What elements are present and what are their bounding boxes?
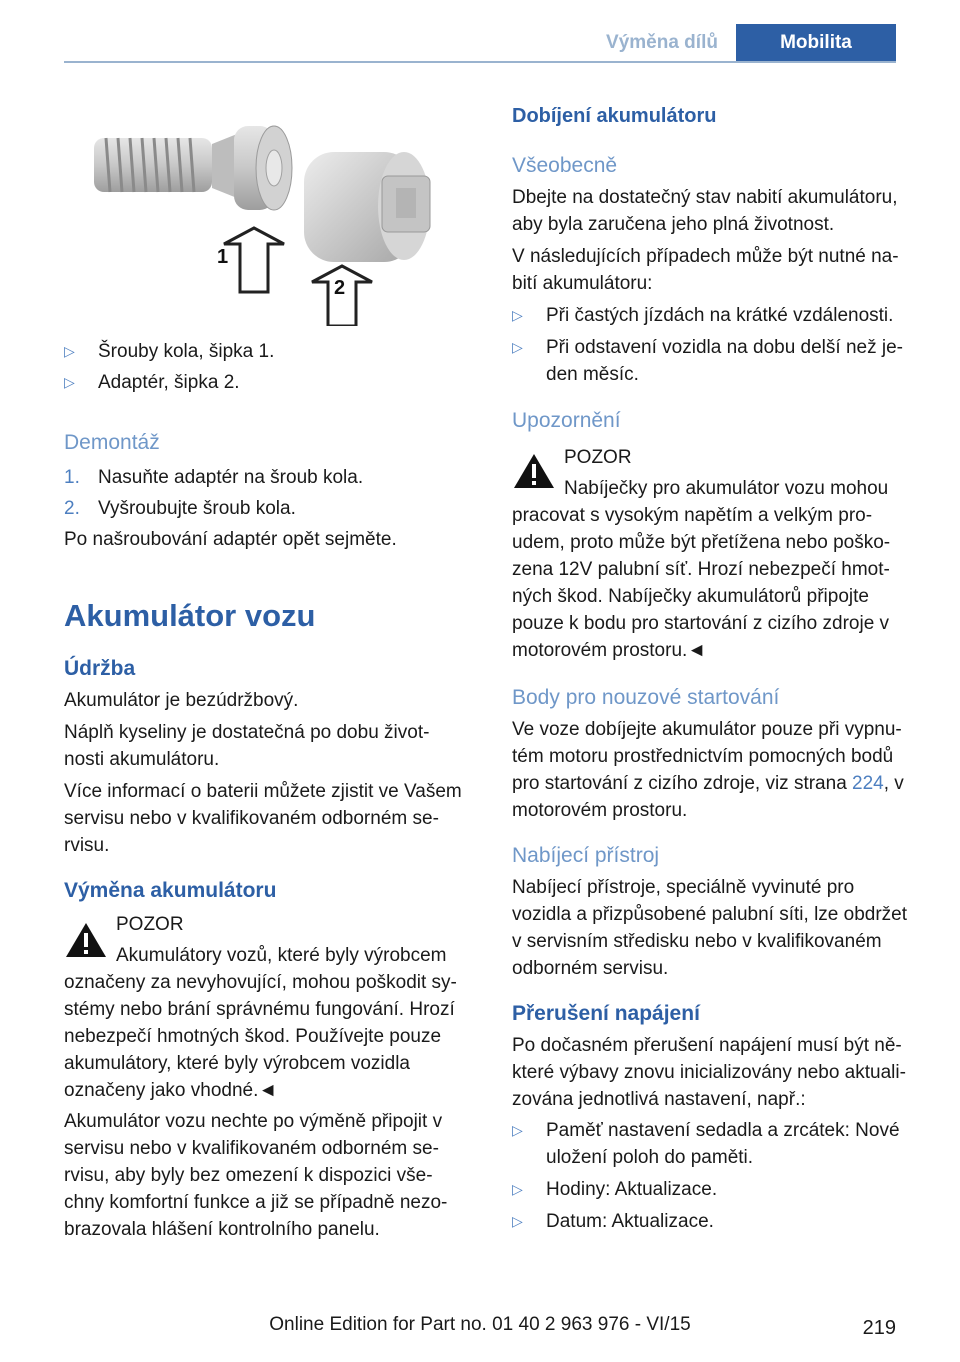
paragraph: Náplň kyseliny je dostatečná po dobu život- nosti akumulátoru. bbox=[64, 722, 430, 770]
heading-vymena: Výměna akumulátoru bbox=[64, 879, 277, 902]
left-column bbox=[64, 0, 484, 1240]
arrow-1-icon bbox=[224, 228, 284, 292]
list-item: ▷ Datum: Aktualizace. bbox=[512, 1208, 924, 1235]
right-column bbox=[512, 0, 924, 1232]
paragraph: Nabíjecí přístroje, speciálně vyvinuté pro vozidla a přizpůsobené palubní síti, lze obdržet v servisním středisku nebo v kvalifikovaném odborném servisu. bbox=[512, 877, 908, 979]
list-item: ▷ Při odstavení vozidla na dobu delší než je- den měsíc. bbox=[512, 334, 924, 388]
triangle-bullet-icon: ▷ bbox=[64, 343, 75, 359]
paragraph: Akumulátor je bezúdržbový. bbox=[64, 690, 299, 711]
figure-legend-list bbox=[64, 338, 484, 396]
list-item: ▷ Adaptér, šipka 2. bbox=[64, 369, 484, 396]
triangle-bullet-icon: ▷ bbox=[512, 307, 523, 323]
warning-triangle-icon bbox=[512, 452, 556, 490]
subheading-body: Body pro nouzové startování bbox=[512, 686, 780, 709]
warning-label: POZOR bbox=[564, 447, 632, 468]
heading-udrzba: Údržba bbox=[64, 657, 136, 680]
triangle-bullet-icon: ▷ bbox=[512, 1213, 523, 1229]
triangle-bullet-icon: ▷ bbox=[512, 1122, 523, 1138]
header-section-title: Výměna dílů bbox=[606, 32, 718, 53]
heading-preruseni: Přerušení napájení bbox=[512, 1002, 700, 1025]
list-item: ▷ Paměť nastavení sedadla a zrcátek: Nové uložení poloh do paměti. bbox=[512, 1117, 924, 1171]
warning-block: POZOR Akumulátory vozů, které byly výrobcem označeny za nevyhovující, mohou poškodit sy- stémy nebo brání správnému fungování. Hrozí nebezpečí hmotných škod. Používejte pouze akumulátory, které byly výrobcem vozidla označeny jako vhodné.◄ bbox=[64, 911, 484, 1104]
section-title-akumulator: Akumulátor vozu bbox=[64, 598, 316, 633]
triangle-bullet-icon: ▷ bbox=[64, 374, 75, 390]
conditions-list bbox=[512, 302, 924, 388]
triangle-bullet-icon: ▷ bbox=[512, 1181, 523, 1197]
arrow-1-label: 1 bbox=[217, 246, 229, 268]
paragraph: Ve voze dobíjejte akumulátor pouze při vypnu- tém motoru prostřednictvím pomocných bodů pro startování z cizího zdroje, viz strana 224, v motorovém prostoru. bbox=[512, 719, 904, 821]
subheading-upozorneni: Upozornění bbox=[512, 409, 621, 432]
header-chapter-tab[interactable]: Mobilita bbox=[736, 24, 896, 62]
page-number: 219 bbox=[862, 1317, 896, 1339]
settings-list bbox=[512, 1117, 924, 1235]
list-item: ▷ Hodiny: Aktualizace. bbox=[512, 1176, 924, 1203]
list-item: ▷ Šrouby kola, šipka 1. bbox=[64, 338, 484, 365]
list-item: ▷ Při častých jízdách na krátké vzdálenosti. bbox=[512, 302, 924, 329]
footer-edition: Online Edition for Part no. 01 40 2 963 976 - VI/15 bbox=[269, 1314, 691, 1335]
subheading-nabijeci: Nabíjecí přístroj bbox=[512, 844, 660, 867]
page-reference-link[interactable]: 224 bbox=[852, 773, 884, 794]
steps-list bbox=[64, 464, 484, 522]
heading-dobijeni: Dobíjení akumulátoru bbox=[512, 105, 717, 127]
subheading-vseobecne: Všeobecně bbox=[512, 154, 618, 177]
paragraph: Více informací o baterii můžete zjistit ve Vašem servisu nebo v kvalifikovaném odborném se- rvisu. bbox=[64, 781, 462, 856]
paragraph: Po dočasném přerušení napájení musí být ně- které výbavy znovu inicializovány nebo aktuali- zována jednotlivá nastavení, např.: bbox=[512, 1035, 906, 1110]
step-item: 1. Nasuňte adaptér na šroub kola. bbox=[64, 467, 364, 488]
paragraph: V následujících případech může být nutné na- bití akumulátoru: bbox=[512, 246, 899, 294]
subheading-demontaz: Demontáž bbox=[64, 431, 160, 454]
triangle-bullet-icon: ▷ bbox=[512, 339, 523, 355]
arrow-2-label: 2 bbox=[334, 277, 346, 299]
warning-label: POZOR bbox=[116, 914, 184, 935]
paragraph: Akumulátor vozu nechte po výměně připojit v servisu nebo v kvalifikovaném odborném se- rvisu, aby byly bez omezení k dispozici vše- chny komfortní funkce a již se případně nezo- brazovala hlášení kontrolního panelu. bbox=[64, 1111, 448, 1240]
step-item: 2. Vyšroubujte šroub kola. bbox=[64, 498, 296, 519]
paragraph: Dbejte na dostatečný stav nabití akumulátoru, aby byla zaručena jeho plná životnost. bbox=[512, 187, 898, 235]
paragraph: Po našroubování adaptér opět sejměte. bbox=[64, 529, 397, 550]
warning-block: POZOR Nabíječky pro akumulátor vozu mohou pracovat s vysokým napětím a velkým pro- udem, proto může být přetížena nebo poško- zena 12V palubní síť. Hrozí nebezpečí hmot- ných škod. Nabíječky akumulátorů připojte pouze k bodu pro startování z cizího zdroje v motorovém prostoru.◄ bbox=[512, 444, 924, 664]
warning-triangle-icon bbox=[64, 921, 108, 959]
